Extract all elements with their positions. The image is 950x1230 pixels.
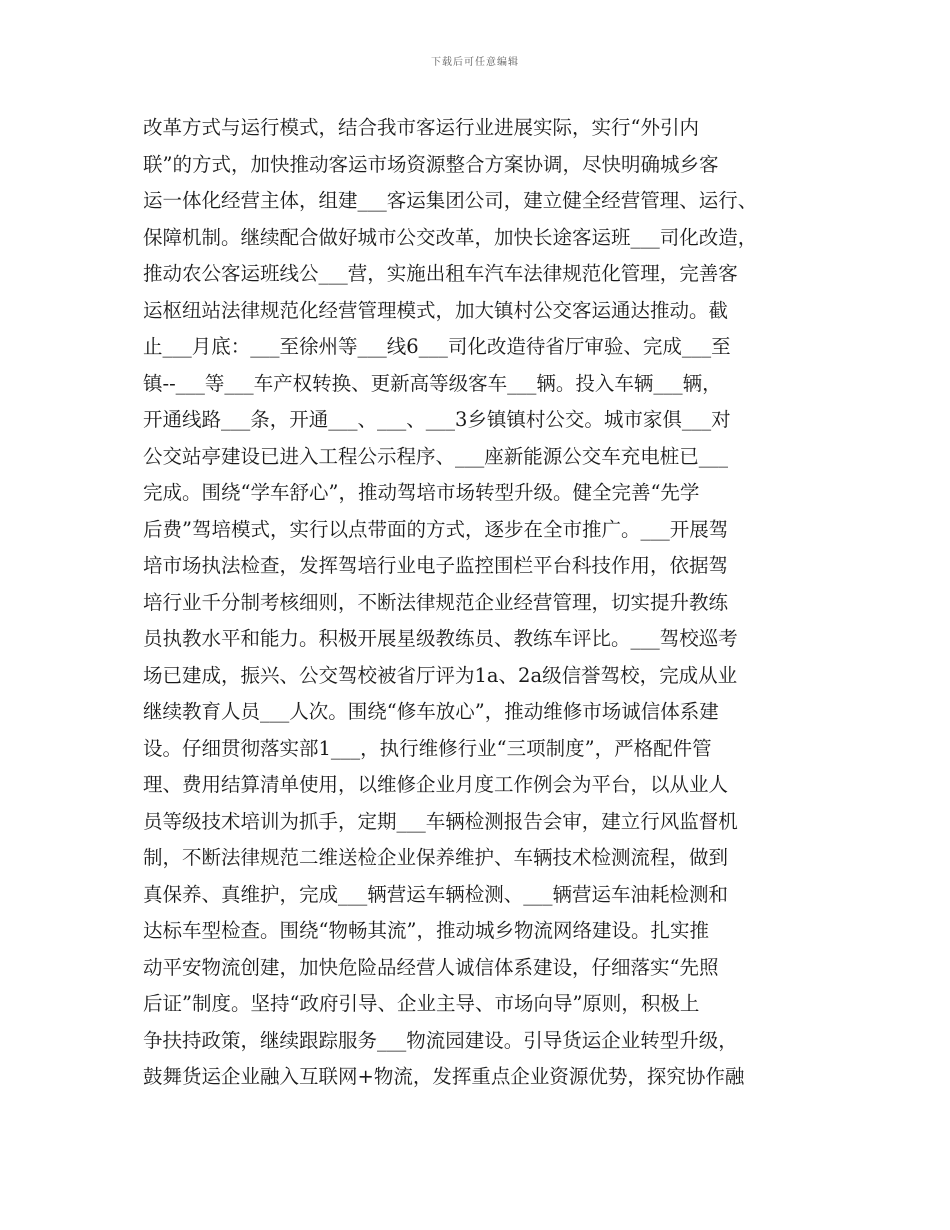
- text-line: 争扶持政策，继续跟踪服务___物流园建设。引导货运企业转型升级，: [143, 1028, 738, 1052]
- text-line: 员执教水平和能力。积极开展星级教练员、教练车评比。___驾校巡考: [143, 627, 738, 650]
- text-line: 止___月底：___至徐州等___线6___司化改造待省厅审验、完成___至: [143, 335, 731, 358]
- text-line: 达标车型检查。围绕“物畅其流”，推动城乡物流网络建设。扎实推: [143, 919, 709, 942]
- text-line: 设。仔细贯彻落实部1___，执行维修行业“三项制度”，严格配件管: [143, 736, 712, 760]
- text-line: 制，不断法律规范二维送检企业保养维护、车辆技术检测流程，做到: [143, 846, 729, 869]
- text-line: 运枢纽站法律规范化经营管理模式，加大镇村公交客运通达推动。截: [143, 298, 729, 322]
- text-line: 理、费用结算清单使用，以维修企业月度工作例会为平台，以从业人: [143, 773, 729, 796]
- text-line: 联”的方式，加快推动客运市场资源整合方案协调，尽快明确城乡客: [143, 152, 719, 176]
- text-line: 真保养、真维护，完成___辆营运车辆检测、___辆营运车油耗检测和: [143, 882, 729, 906]
- text-line: 员等级技术培训为抓手，定期___车辆检测报告会审，建立行风监督机: [143, 809, 738, 833]
- text-line: 鼓舞货运企业融入互联网+物流，发挥重点企业资源优势，探究协作融: [143, 1065, 745, 1088]
- text-line: 镇--___等___车产权转换、更新高等级客车___辆。投入车辆___辆，: [143, 371, 722, 395]
- text-line: 保障机制。继续配合做好城市公交改革，加快长途客运班___司化改造，: [143, 225, 758, 249]
- page-header: 下载后可任意编辑: [431, 57, 519, 68]
- text-line: 后证”制度。坚持“政府引导、企业主导、市场向导”原则，积极上: [143, 992, 700, 1015]
- text-line: 运一体化经营主体，组建___客运集团公司，建立健全经营管理、运行、: [143, 189, 758, 212]
- text-line: 公交站亭建设已进入工程公示程序、___座新能源公交车充电桩已___: [143, 444, 729, 468]
- text-line: 场已建成，振兴、公交驾校被省厅评为1a、2a级信誉驾校，完成从业: [143, 663, 738, 687]
- text-line: 动平安物流创建，加快危险品经营人诚信体系建设，仔细落实“先照: [143, 955, 719, 979]
- text-line: 完成。围绕“学车舒心”，推动驾培市场转型升级。健全完善“先学: [143, 481, 700, 504]
- text-line: 培行业千分制考核细则，不断法律规范企业经营管理，切实提升教练: [143, 590, 729, 614]
- text-line: 继续教育人员___人次。围绕“修车放心”，推动维修市场诚信体系建: [143, 700, 719, 723]
- text-line: 后费”驾培模式，实行以点带面的方式，逐步在全市推广。___开展驾: [143, 517, 729, 541]
- text-line: 培市场执法检查，发挥驾培行业电子监控围栏平台科技作用，依据驾: [143, 554, 729, 577]
- text-line: 推动农公客运班线公___营，实施出租车汽车法律规范化管理，完善客: [143, 262, 738, 285]
- body-text: [143, 110, 823, 1096]
- text-line: 开通线路___条，开通___、___、___3乡镇镇村公交。城市家俱___对: [143, 408, 731, 431]
- text-line: 改革方式与运行模式，结合我市客运行业进展实际，实行“外引内: [143, 116, 699, 139]
